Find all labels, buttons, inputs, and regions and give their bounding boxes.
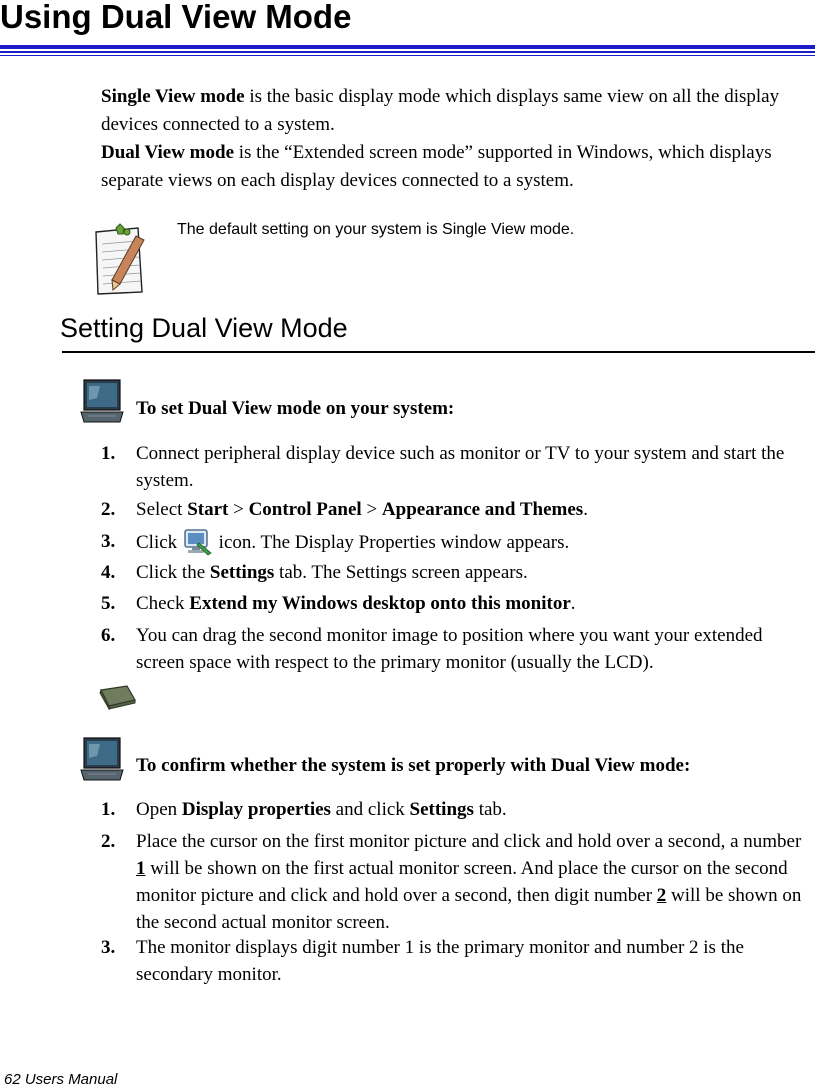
procedure-title-set-dual-view: To set Dual View mode on your system: xyxy=(136,398,455,419)
step-text: Click icon. The Display Properties window appears. xyxy=(136,528,815,556)
step-number: 3. xyxy=(101,531,116,552)
step-number: 2. xyxy=(101,831,116,852)
display-properties-label: Display properties xyxy=(181,799,331,820)
step-number: 1. xyxy=(101,799,116,820)
procedure-title-confirm-dual-view: To confirm whether the system is set properly with Dual View mode: xyxy=(136,755,691,776)
section-title: Setting Dual View Mode xyxy=(60,313,348,343)
term-single-view: Single View mode xyxy=(101,86,245,107)
intro-paragraph-single-view xyxy=(101,83,801,139)
laptop-icon xyxy=(80,376,124,424)
page-title: Using Dual View Mode xyxy=(0,0,352,35)
title-rule-thin xyxy=(0,51,815,53)
step-text: Connect peripheral display device such as monitor or TV to your system and start the system. xyxy=(136,443,785,491)
step-text: Click the Settings tab. The Settings screen appears. xyxy=(136,562,528,583)
term-dual-view: Dual View mode xyxy=(101,142,234,163)
menu-control-panel: Control Panel xyxy=(248,499,362,520)
step-text: Open Display properties and click Settings tab. xyxy=(136,799,507,820)
title-rule-thick xyxy=(0,45,815,49)
step-number: 1. xyxy=(101,443,116,464)
intro-paragraph-dual-view xyxy=(101,139,801,195)
step-text: Select Start > Control Panel > Appearance and Themes. xyxy=(136,499,588,520)
step-text: You can drag the second monitor image to position where you want your extended screen space with respect to the primary monitor (usually the LCD). xyxy=(136,625,763,673)
section-rule xyxy=(62,351,815,353)
step-number: 4. xyxy=(101,562,116,583)
note-text: The default setting on your system is Single View mode. xyxy=(177,221,575,238)
intro-text: is the “Extended screen mode” supported in Windows, which displays separate views on each display devices connected to a system. xyxy=(101,142,772,191)
step-text: Check Extend my Windows desktop onto this monitor. xyxy=(136,593,576,614)
note-pad-pencil-icon xyxy=(90,222,150,298)
end-of-procedure-icon xyxy=(97,684,137,710)
menu-appearance-themes: Appearance and Themes xyxy=(381,499,584,520)
digit-one: 1 xyxy=(136,858,146,879)
step-text: The monitor displays digit number 1 is the primary monitor and number 2 is the secondary monitor. xyxy=(136,937,744,985)
step-number: 5. xyxy=(101,593,116,614)
laptop-icon xyxy=(80,734,124,782)
intro-text: is the basic display mode which displays same view on all the display devices connected to a system. xyxy=(101,86,780,135)
step-number: 3. xyxy=(101,937,116,958)
extend-desktop-option: Extend my Windows desktop onto this monitor xyxy=(189,593,571,614)
title-rule-thin-2 xyxy=(0,55,815,56)
display-properties-icon xyxy=(182,528,214,556)
step-number: 2. xyxy=(101,499,116,520)
digit-two: 2 xyxy=(656,885,667,906)
settings-tab-label: Settings xyxy=(409,799,474,820)
step-text: Place the cursor on the first monitor picture and click and hold over a second, a number 1 will be shown on the first actual monitor screen. And place the cursor on the second monitor picture and click and hold over a second, then digit number 2 will be shown on the second actual monitor screen. xyxy=(136,831,802,933)
settings-tab-label: Settings xyxy=(209,562,275,583)
page-footer: 62 Users Manual xyxy=(4,1071,118,1088)
step-number: 6. xyxy=(101,625,116,646)
menu-start: Start xyxy=(187,499,229,520)
